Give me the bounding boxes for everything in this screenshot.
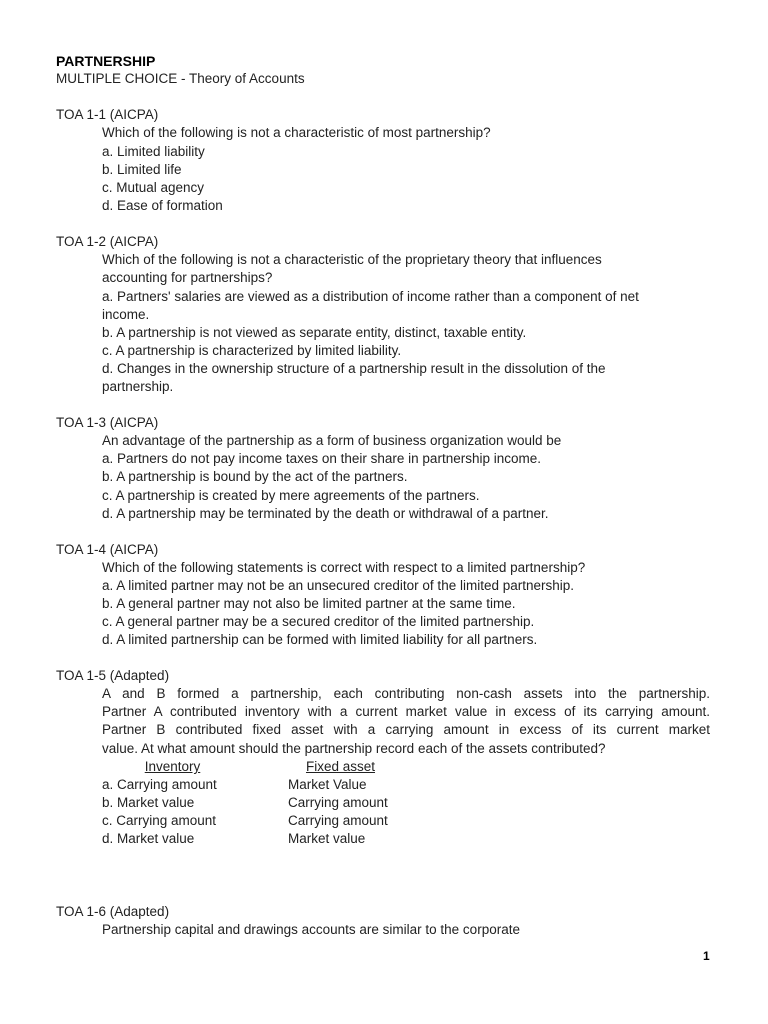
page-number: 1	[703, 949, 710, 963]
question-text: An advantage of the partnership as a form of business organization would be	[102, 433, 562, 448]
question-text: value. At what amount should the partnership record each of the assets contributed?	[102, 741, 606, 756]
choice-a: a. A limited partner may not be an unsecured creditor of the limited partnership.	[102, 578, 575, 593]
choice-d: d. Changes in the ownership structure of a partnership result in the dissolution of the	[102, 361, 606, 376]
question-text: Which of the following is not a characteristic of the proprietary theory that influences	[102, 252, 602, 267]
choice-d: partnership.	[102, 379, 174, 394]
doc-subtitle: MULTIPLE CHOICE - Theory of Accounts	[56, 71, 305, 86]
choice-d: d. A limited partnership can be formed with limited liability for all partners.	[102, 632, 538, 647]
choice-a: a. Partners' salaries are viewed as a distribution of income rather than a component of net	[102, 289, 639, 304]
choice-b: b. Limited life	[102, 162, 182, 177]
question-text: accounting for partnerships?	[102, 270, 273, 285]
choice-c: c. A general partner may be a secured creditor of the limited partnership.	[102, 614, 535, 629]
question-label: TOA 1-4 (AICPA)	[56, 542, 159, 557]
choice-b: b. A partnership is bound by the act of the partners.	[102, 469, 408, 484]
choice-c: c. A partnership is characterized by limited liability.	[102, 343, 402, 358]
choice-c: c. A partnership is created by mere agreements of the partners.	[102, 488, 480, 503]
question-text: Which of the following is not a characteristic of most partnership?	[102, 125, 491, 140]
doc-title: PARTNERSHIP	[56, 53, 156, 69]
choice-d: d. Ease of formation	[102, 198, 223, 213]
choice-c: c. Mutual agency	[102, 180, 205, 195]
question-text: Which of the following statements is correct with respect to a limited partnership?	[102, 560, 586, 575]
question-text: A and B formed a partnership, each contributing non-cash assets into the partnership.	[102, 686, 710, 701]
question-label: TOA 1-5 (Adapted)	[56, 668, 170, 683]
choice-b: b. A partnership is not viewed as separate entity, distinct, taxable entity.	[102, 325, 527, 340]
question-label: TOA 1-3 (AICPA)	[56, 415, 159, 430]
choice-a: income.	[102, 307, 150, 322]
column-header-inventory: Inventory	[144, 759, 201, 774]
column-header-fixed-asset: Fixed asset	[305, 759, 376, 774]
choice-b: b. Market value	[102, 795, 195, 810]
choice-d: d. A partnership may be terminated by the death or withdrawal of a partner.	[102, 506, 549, 521]
choice-a-fixed: Market Value	[288, 777, 367, 792]
choice-c: c. Carrying amount	[102, 813, 217, 828]
choice-b: b. A general partner may not also be limited partner at the same time.	[102, 596, 516, 611]
choice-a: a. Limited liability	[102, 144, 205, 159]
choice-d: d. Market value	[102, 831, 195, 846]
choice-a: a. Partners do not pay income taxes on their share in partnership income.	[102, 451, 541, 466]
choice-d-fixed: Market value	[288, 831, 366, 846]
question-label: TOA 1-2 (AICPA)	[56, 234, 159, 249]
choice-c-fixed: Carrying amount	[288, 813, 388, 828]
choice-b-fixed: Carrying amount	[288, 795, 388, 810]
question-label: TOA 1-1 (AICPA)	[56, 107, 159, 122]
question-text: Partner B contributed fixed asset with a carrying amount in excess of its current market	[102, 722, 710, 737]
question-text: Partner A contributed inventory with a current market value in excess of its carrying amount.	[102, 704, 710, 719]
question-label: TOA 1-6 (Adapted)	[56, 904, 170, 919]
choice-a: a. Carrying amount	[102, 777, 217, 792]
question-text: Partnership capital and drawings accounts are similar to the corporate	[102, 922, 520, 937]
